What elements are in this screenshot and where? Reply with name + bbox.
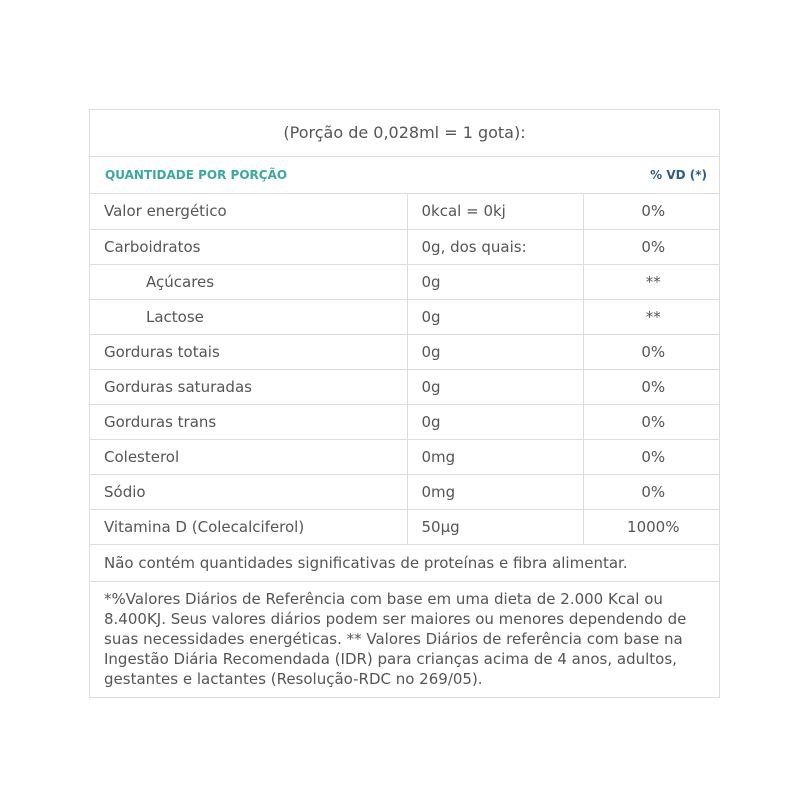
nutrient-vd: ** (583, 264, 719, 299)
daily-values-footnote: *%Valores Diários de Referência com base em uma dieta de 2.000 Kcal ou 8.400KJ. Seus valores diários podem ser maiores ou menores dependendo de suas necessidades energéticas. ** Valores Diários de referência com base na Ingestão Diária Recomendada (IDR) para crianças acima de 4 anos, adultos, gestantes e lactantes (Resolução-RDC no 269/05). (104, 589, 687, 688)
nutrition-facts-table (89, 109, 720, 698)
table-row (90, 369, 719, 404)
nutrient-name: Gorduras totais (90, 334, 407, 369)
nutrient-amount: 0g (407, 404, 583, 439)
table-row (90, 474, 719, 509)
quantity-header: QUANTIDADE POR PORÇÃO (105, 168, 288, 182)
nutrient-vd: 1000% (583, 509, 719, 544)
nutrient-name: Valor energético (90, 194, 407, 229)
table-row (90, 439, 719, 474)
nutrient-vd: ** (583, 299, 719, 334)
nutrient-name: Sódio (90, 474, 407, 509)
nutrient-vd: 0% (583, 474, 719, 509)
table-row (90, 229, 719, 264)
nutrient-amount: 0kcal = 0kj (407, 194, 583, 229)
nutrient-amount: 0g (407, 299, 583, 334)
nutrient-amount: 50µg (407, 509, 583, 544)
nutrient-amount: 0mg (407, 474, 583, 509)
portion-title: (Porção de 0,028ml = 1 gota): (90, 110, 719, 157)
nutrient-vd: 0% (583, 404, 719, 439)
nutrient-amount: 0mg (407, 439, 583, 474)
nutrient-amount: 0g, dos quais: (407, 229, 583, 264)
nutrient-vd: 0% (583, 334, 719, 369)
table-row (90, 404, 719, 439)
vd-header: % VD (*) (650, 168, 707, 182)
protein-fiber-note: Não contém quantidades significativas de proteínas e fibra alimentar. (90, 545, 719, 582)
table-header (90, 157, 719, 194)
nutrient-amount: 0g (407, 264, 583, 299)
table-row (90, 194, 719, 229)
nutrient-name: Açúcares (90, 264, 407, 299)
nutrient-vd: 0% (583, 369, 719, 404)
nutrient-rows (90, 194, 719, 545)
nutrient-name: Vitamina D (Colecalciferol) (90, 509, 407, 544)
nutrient-name: Colesterol (90, 439, 407, 474)
table-row (90, 334, 719, 369)
table-row (90, 299, 719, 334)
nutrient-amount: 0g (407, 334, 583, 369)
nutrient-vd: 0% (583, 439, 719, 474)
nutrient-vd: 0% (583, 194, 719, 229)
nutrient-name: Carboidratos (90, 229, 407, 264)
table-row (90, 264, 719, 299)
nutrient-name: Lactose (90, 299, 407, 334)
nutrient-vd: 0% (583, 229, 719, 264)
table-row (90, 509, 719, 544)
nutrient-name: Gorduras trans (90, 404, 407, 439)
nutrient-name: Gorduras saturadas (90, 369, 407, 404)
nutrient-amount: 0g (407, 369, 583, 404)
